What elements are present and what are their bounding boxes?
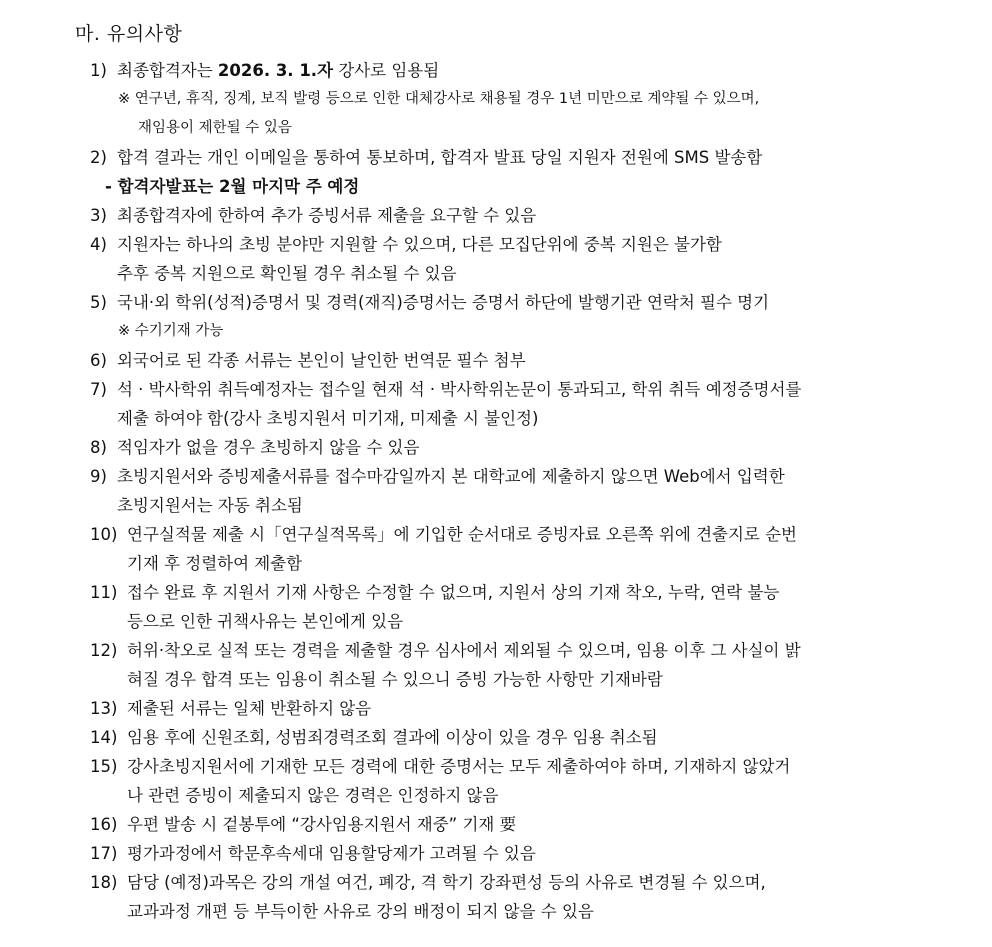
item-number: 8) — [90, 438, 107, 457]
list-item-13 — [0, 694, 992, 723]
item-number: 2) — [90, 148, 107, 167]
list-item-8 — [0, 433, 992, 462]
item-text: 석 · 박사학위 취득예정자는 접수일 현재 석 · 박사학위논문이 통과되고, 학위 취득 예정증명서를 — [117, 380, 802, 399]
item-11-cont: 등으로 인한 귀책사유는 본인에게 있음 — [127, 612, 404, 631]
item-1-note-cont: 재임용이 제한될 수 있음 — [138, 120, 292, 136]
item-text: 외국어로 된 각종 서류는 본인이 날인한 번역문 필수 첨부 — [117, 351, 526, 370]
item-number: 1) — [90, 61, 107, 80]
item-text: 최종합격자에 한하여 추가 증빙서류 제출을 요구할 수 있음 — [117, 206, 537, 225]
list-item-10 — [0, 520, 992, 549]
item-text: 제출된 서류는 일체 반환하지 않음 — [127, 699, 372, 718]
list-item-5 — [0, 288, 992, 317]
item-number: 12) — [90, 641, 118, 660]
item-text: 지원자는 하나의 초빙 분야만 지원할 수 있으며, 다른 모집단위에 중복 지원은 불가함 — [117, 235, 722, 254]
list-item-12 — [0, 636, 992, 665]
item-number: 3) — [90, 206, 107, 225]
item-number: 5) — [90, 293, 107, 312]
item-1-note: ※ 연구년, 휴직, 징계, 보직 발령 등으로 인한 대체강사로 채용될 경우 1년 미만으로 계약될 수 있으며, — [118, 91, 760, 107]
item-text: 합격 결과는 개인 이메일을 통하여 통보하며, 합격자 발표 당일 지원자 전원에 SMS 발송함 — [117, 148, 763, 167]
item-text-post: 강사로 임용됨 — [333, 61, 440, 80]
item-text: 담당 (예정)과목은 강의 개설 여건, 폐강, 격 학기 강좌편성 등의 사유로 변경될 수 있으며, — [127, 873, 766, 892]
item-number: 13) — [90, 699, 118, 718]
list-item-17 — [0, 839, 992, 868]
list-item-9 — [0, 462, 992, 491]
item-7-cont: 제출 하여야 함(강사 초빙지원서 미기재, 미제출 시 불인정) — [117, 409, 539, 428]
item-number: 18) — [90, 873, 118, 892]
list-item-14 — [0, 723, 992, 752]
list-item-2 — [0, 143, 992, 172]
item-text: 적임자가 없을 경우 초빙하지 않을 수 있음 — [117, 438, 420, 457]
item-4-cont: 추후 중복 지원으로 확인될 경우 취소될 수 있음 — [117, 264, 457, 283]
list-item-7 — [0, 375, 992, 404]
item-text: 임용 후에 신원조회, 성범죄경력조회 결과에 이상이 있을 경우 임용 취소됨 — [127, 728, 658, 747]
list-item-4 — [0, 230, 992, 259]
item-2-subnote: - 합격자발표는 2월 마지막 주 예정 — [105, 177, 360, 196]
item-text-pre: 최종합격자는 — [117, 61, 218, 80]
list-item-11 — [0, 578, 992, 607]
item-18-cont: 교과과정 개편 등 부득이한 사유로 강의 배정이 되지 않을 수 있음 — [127, 902, 594, 921]
item-number: 17) — [90, 844, 118, 863]
section-heading: 마. 유의사항 — [75, 23, 183, 45]
item-text: 강사초빙지원서에 기재한 모든 경력에 대한 증명서는 모두 제출하여야 하며, 기재하지 않았거 — [127, 757, 791, 776]
item-9-cont: 초빙지원서는 자동 취소됨 — [117, 496, 303, 515]
list-item-6 — [0, 346, 992, 375]
item-text: 국내·외 학위(성적)증명서 및 경력(재직)증명서는 증명서 하단에 발행기관 연락처 필수 명기 — [117, 293, 770, 312]
item-text: 접수 완료 후 지원서 기재 사항은 수정할 수 없으며, 지원서 상의 기재 착오, 누락, 연락 불능 — [127, 583, 780, 602]
item-number: 14) — [90, 728, 118, 747]
item-text: 연구실적물 제출 시「연구실적목록」에 기입한 순서대로 증빙자료 오른쪽 위에 견출지로 순번 — [127, 525, 797, 544]
item-text: 초빙지원서와 증빙제출서류를 접수마감일까지 본 대학교에 제출하지 않으면 Web에서 입력한 — [117, 467, 785, 486]
item-12-cont: 혀질 경우 합격 또는 임용이 취소될 수 있으니 증빙 가능한 사항만 기재바람 — [127, 670, 663, 689]
item-number: 4) — [90, 235, 107, 254]
item-text: 우편 발송 시 겉봉투에 “강사임용지원서 재중” 기재 要 — [127, 815, 517, 834]
list-item-1 — [0, 56, 992, 85]
item-number: 9) — [90, 467, 107, 486]
item-number: 16) — [90, 815, 118, 834]
item-number: 7) — [90, 380, 107, 399]
list-item-16 — [0, 810, 992, 839]
item-text: 평가과정에서 학문후속세대 임용할당제가 고려될 수 있음 — [127, 844, 536, 863]
list-item-3 — [0, 201, 992, 230]
list-item-15 — [0, 752, 992, 781]
notice-list — [0, 56, 992, 926]
list-item-18 — [0, 868, 992, 897]
item-10-cont: 기재 후 정렬하여 제출함 — [127, 554, 303, 573]
item-text: 허위·착오로 실적 또는 경력을 제출할 경우 심사에서 제외될 수 있으며, 임용 이후 그 사실이 밝 — [127, 641, 801, 660]
appointment-date: 2026. 3. 1.자 — [217, 61, 334, 80]
item-15-cont: 나 관련 증빙이 제출되지 않은 경력은 인정하지 않음 — [127, 786, 499, 805]
item-number: 11) — [90, 583, 118, 602]
item-number: 6) — [90, 351, 107, 370]
item-5-note: ※ 수기기재 가능 — [118, 323, 224, 339]
item-number: 10) — [90, 525, 118, 544]
item-number: 15) — [90, 757, 118, 776]
